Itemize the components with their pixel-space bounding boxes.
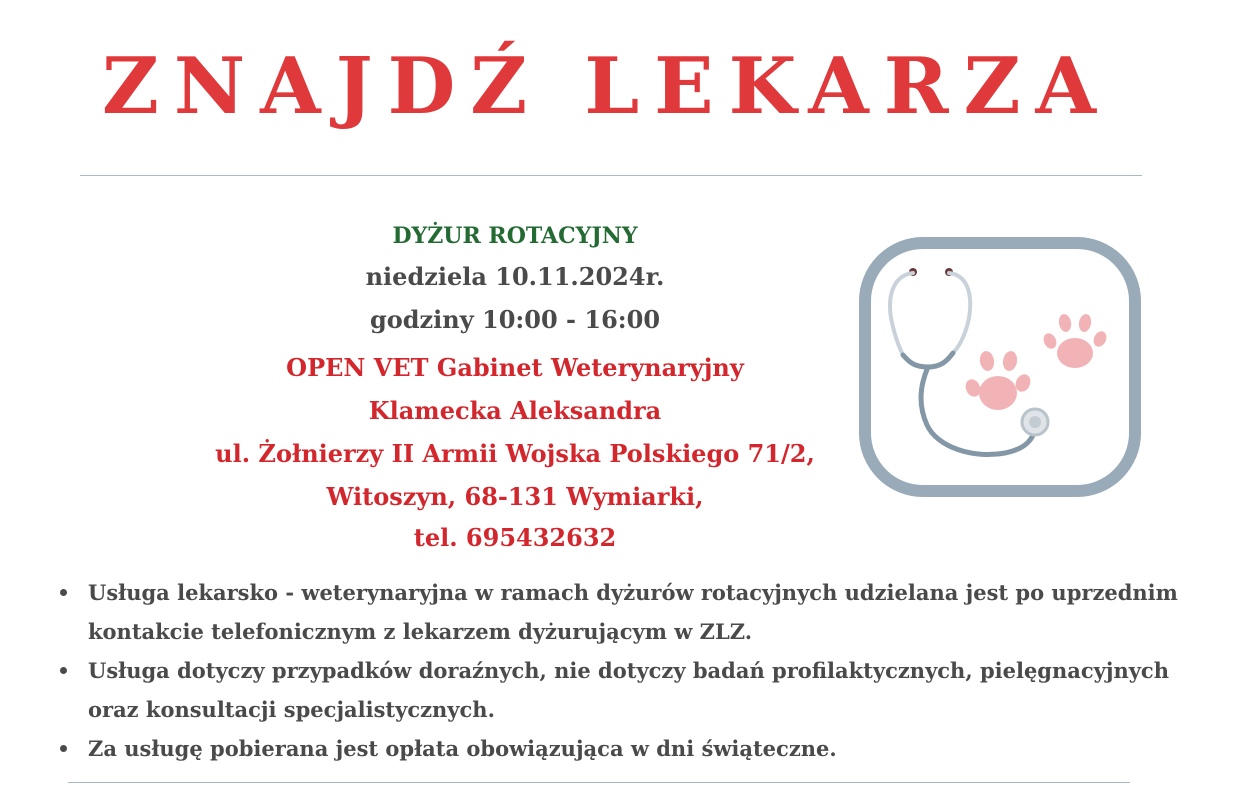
note-text: oraz konsultacji specjalistycznych. [88,697,495,722]
clinic-city: Witoszyn, 68-131 Wymiarki, [326,482,704,511]
list-item [52,729,1172,768]
clinic-phone[interactable]: tel. 695432632 [413,523,617,552]
duty-heading: DYŻUR ROTACYJNY [392,223,638,249]
bullet-icon [60,667,67,674]
duty-hours: godziny 10:00 - 16:00 [369,305,661,334]
top-divider [80,175,1142,176]
duty-date: niedziela 10.11.2024r. [365,262,665,291]
note-text: Usługa dotyczy przypadków doraźnych, nie dotyczy badań profilaktycznych, pielęgnacyjnych [88,658,1169,683]
stethoscope-paws-icon [855,233,1145,501]
clinic-name: OPEN VET Gabinet Weterynaryjny [286,353,744,382]
list-item [52,651,1172,729]
note-text: Za usługę pobierana jest opłata obowiązująca w dni świąteczne. [88,736,837,761]
clinic-owner: Klamecka Aleksandra [368,396,662,425]
bottom-divider [68,782,1130,783]
note-text: kontakcie telefonicznym z lekarzem dyżurującym w ZLZ. [88,619,753,644]
page-title: ZNAJDŹ LEKARZA [101,41,1112,132]
bullet-icon [60,589,67,596]
notes-list [52,573,1178,768]
list-item [52,573,1178,651]
clinic-street: ul. Żołnierzy II Armii Wojska Polskiego 71/2, [215,439,815,468]
bullet-icon [60,745,67,752]
note-text: Usługa lekarsko - weterynaryjna w ramach dyżurów rotacyjnych udzielana jest po uprzednim [88,580,1178,605]
